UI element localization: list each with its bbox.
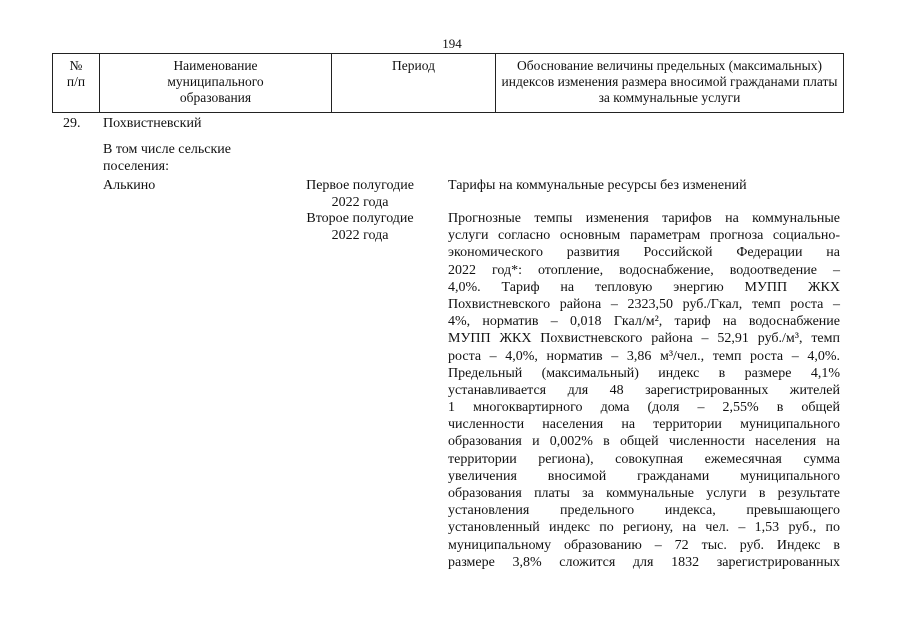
justification-line: 4%, норматив – 0,018 Гкал/м², тариф на водоснабжение bbox=[448, 314, 840, 330]
justification-line: территории региона), совокупная ежемесячная сумма bbox=[448, 451, 840, 467]
justification-line: устанавливается для 48 зарегистрированных жителей bbox=[448, 382, 840, 398]
table-header bbox=[52, 53, 844, 113]
period-first-half: Первое полугодие 2022 года bbox=[306, 178, 414, 210]
justification-line: образования платы за коммунальные услуги в результате bbox=[448, 486, 840, 501]
justification-line: МУПП ЖКХ Похвистневского района – 52,91 руб./м³, темп bbox=[448, 331, 840, 347]
justification-line: образования и 0,002% в общей численности населения на bbox=[448, 434, 840, 450]
second-half-justification bbox=[448, 210, 840, 571]
header-municipality: Наименование муниципального образования bbox=[99, 54, 331, 112]
row-number: 29. bbox=[63, 116, 81, 131]
justification-line: 4,0%. Тариф на тепловую энергию МУПП ЖКХ bbox=[448, 279, 840, 295]
header-period: Период bbox=[331, 54, 495, 112]
first-half-justification: Тарифы на коммунальные ресурсы без изменений bbox=[448, 178, 747, 193]
justification-line: увеличения вносимой гражданами муниципального bbox=[448, 468, 840, 484]
justification-line: установления предельного индекса, превышающего bbox=[448, 503, 840, 519]
justification-line: Прогнозные темпы изменения тарифов на коммунальные bbox=[448, 211, 840, 226]
period-second-half: Второе полугодие 2022 года bbox=[306, 211, 414, 243]
justification-line: численности населения на территории муниципального bbox=[448, 417, 840, 433]
justification-line: 2022 год*: отопление, водоснабжение, водоотведение – bbox=[448, 262, 840, 278]
justification-line: Предельный (максимальный) индекс в размере 4,1% bbox=[448, 365, 840, 381]
justification-line: муниципальному образованию – 72 тыс. руб. Индекс в bbox=[448, 537, 840, 553]
header-justification: Обоснование величины предельных (максимальных) индексов изменения размера вносимой гражданами платы за коммунальные услуги bbox=[495, 54, 843, 112]
page-number: 194 bbox=[442, 36, 462, 51]
justification-line: Похвистневского района – 2323,50 руб./Гкал, темп роста – bbox=[448, 296, 840, 312]
settlement-name: Алькино bbox=[103, 178, 156, 193]
header-number: № п/п bbox=[66, 58, 86, 89]
justification-line: установленный индекс по региону, на чел. – 1,53 руб., по bbox=[448, 520, 840, 536]
justification-line: роста – 4,0%, норматив – 3,86 м³/чел., темп роста – 4,0%. bbox=[448, 348, 840, 364]
settlements-subtitle: В том числе сельские поселения: bbox=[103, 142, 232, 174]
justification-line: услуги согласно основным параметрам прогноза социально- bbox=[448, 228, 840, 244]
justification-line: 1 многоквартирного дома (доля – 2,55% в общей bbox=[448, 400, 840, 416]
municipality-name: Похвистневский bbox=[103, 116, 202, 131]
justification-line: размере 3,8% сложится для 1832 зарегистрированных bbox=[448, 554, 840, 570]
justification-line: экономического развития Российской Федерации на bbox=[448, 245, 840, 261]
